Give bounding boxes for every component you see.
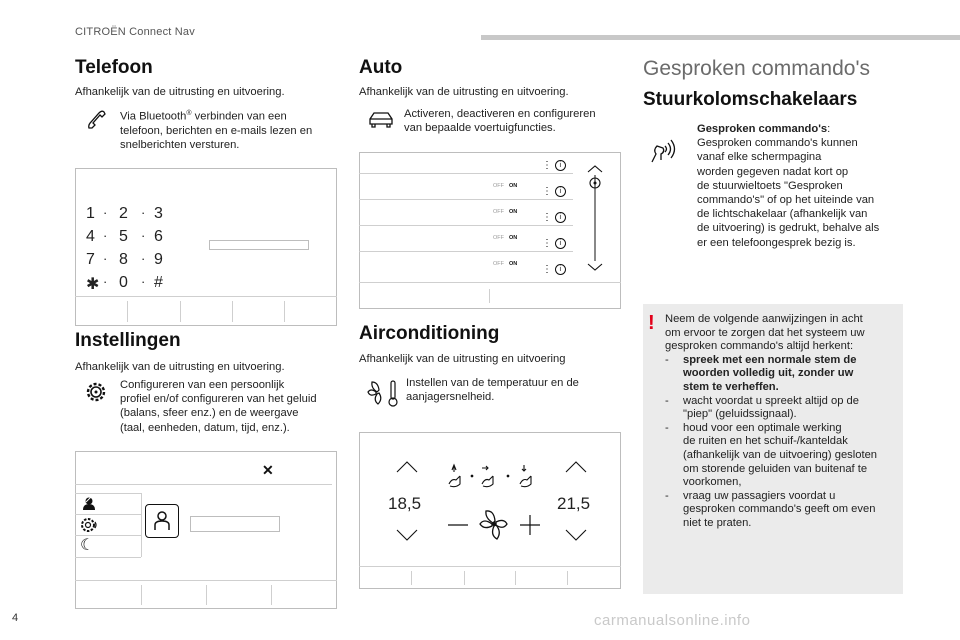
page-number: 4: [12, 612, 19, 624]
subsection-title-stuurkolom: Stuurkolomschakelaars: [643, 89, 858, 110]
note-list-item: - houd voor een optimale werking de ruiten en het schuif-/kanteldak (afhankelijk van de uitvoering) gesloten om storende geluiden van buitenaf te voorkomen,: [665, 421, 878, 489]
car-icon: [367, 110, 395, 130]
note-list-item: - vraag uw passagiers voordat u gesproken commando's geeft om even niet te praten.: [665, 489, 876, 529]
keypad-key: 9: [154, 251, 163, 268]
temperature-right: 21,5: [557, 494, 591, 513]
airco-description: Instellen van de temperatuur en de aanjagersnelheid.: [406, 377, 579, 404]
keypad-key: 8: [119, 251, 128, 268]
telefoon-description: Via Bluetooth® verbinden van een telefoon, berichten en e-mails lezen en snelberichten versturen.: [120, 110, 313, 152]
warning-icon: !: [648, 312, 655, 334]
keypad-key: 6: [154, 228, 163, 245]
info-icon: ⋮ i: [542, 160, 566, 171]
info-icon: ⋮ i: [542, 264, 566, 275]
sound-settings-icon: [79, 516, 99, 534]
gesproken-description: Gesproken commando's: Gesproken commando's kunnen vanaf elke schermpagina worden gegeven nadat kort op de stuurwieltoets "Gesproken commando's" of op het uiteinde van de lichtschakelaar (afhankelijk van de uitvoering) is gedrukt, behalve als er een telefoongesprek bezig is.: [697, 123, 880, 249]
airco-subtitle: Afhankelijk van de uitrusting en uitvoering: [359, 353, 566, 365]
info-icon: ⋮ i: [542, 238, 566, 249]
air-distribution-icons: [446, 462, 542, 490]
toggle-switch: OFF ON: [493, 209, 518, 215]
instellingen-subtitle: Afhankelijk van de uitrusting en uitvoering.: [75, 361, 285, 373]
keypad-separator: ·: [103, 205, 108, 220]
phone-number-field: [209, 240, 309, 250]
keypad-key: 7: [86, 251, 95, 268]
keypad-separator: ·: [103, 274, 108, 289]
phone-divider: [75, 296, 337, 297]
instellingen-description: Configureren van een persoonlijk profiel en/of configureren van het geluid (balans, sfeer enz.) en de weergave (taal, eenheden, datum, tijd, enz.).: [120, 379, 317, 434]
gear-icon: [84, 380, 108, 404]
header-bar: [481, 35, 960, 40]
keypad-separator: ·: [141, 205, 146, 220]
section-title-gesproken: Gesproken commando's: [643, 57, 870, 80]
info-icon: ⋮ i: [542, 212, 566, 223]
telefoon-subtitle: Afhankelijk van de uitrusting en uitvoering.: [75, 86, 285, 98]
profile-button: [145, 504, 179, 538]
keypad-separator: ·: [103, 228, 108, 243]
chevron-up-icon: [564, 460, 588, 474]
section-title-airconditioning: Airconditioning: [359, 323, 500, 344]
keypad-key: 2: [119, 205, 128, 222]
toggle-switch: OFF ON: [493, 183, 518, 189]
temperature-left: 18,5: [388, 494, 422, 513]
profile-icon: [80, 494, 98, 512]
section-title-instellingen: Instellingen: [75, 330, 181, 351]
keypad-key: 3: [154, 205, 163, 222]
chevron-down-icon: [564, 528, 588, 542]
fan-speed-control: [446, 508, 542, 542]
phone-icon: [85, 108, 107, 132]
watermark: carmanualsonline.info: [594, 612, 751, 629]
chevron-down-icon: [395, 528, 419, 542]
note-list-item: - wacht voordat u spreekt altijd op de "piep" (geluidssignaal).: [665, 394, 859, 421]
keypad-key: #: [154, 274, 163, 291]
climate-icon: [366, 378, 400, 408]
note-list-item: - spreek met een normale stem de woorden volledig uit, zonder uw stem te verheffen.: [665, 353, 857, 393]
auto-subtitle: Afhankelijk van de uitrusting en uitvoering.: [359, 86, 569, 98]
auto-description: Activeren, deactiveren en configureren van bepaalde voertuigfuncties.: [404, 108, 596, 135]
keypad-key: 5: [119, 228, 128, 245]
keypad-separator: ·: [141, 228, 146, 243]
running-header: CITROËN Connect Nav: [75, 26, 195, 38]
note-content: Neem de volgende aanwijzingen in acht om ervoor te zorgen dat het systeem uw gesproken commando's altijd herkent: - spreek met een normale stem de woorden volledig uit, zonder uw stem te verheffen. - wacht voordat u spreekt altijd op de "piep" (geluidssignaal). - houd voor een optimale werking de ruiten en het schuif-/kanteldak (afhankelijk van de uitvoering) gesloten om storende geluiden van buitenaf te voorkomen, - vraag uw passagiers voordat u gesproken commando's geeft om even niet te praten.: [665, 313, 900, 531]
section-title-telefoon: Telefoon: [75, 57, 153, 78]
profile-name-field: [190, 516, 280, 532]
toggle-switch: OFF ON: [493, 261, 518, 267]
keypad-key: 0: [119, 274, 128, 291]
chevron-up-icon: [395, 460, 419, 474]
keypad-separator: ·: [141, 274, 146, 289]
keypad-key: 1: [86, 205, 95, 222]
info-icon: ⋮ i: [542, 186, 566, 197]
toggle-switch: OFF ON: [493, 235, 518, 241]
close-icon: ✕: [262, 462, 274, 478]
scrollbar: [585, 163, 605, 273]
keypad-separator: ·: [141, 251, 146, 266]
moon-icon: ☾: [80, 537, 95, 554]
keypad-separator: ·: [103, 251, 108, 266]
keypad-key: ✱: [86, 276, 100, 293]
section-title-auto: Auto: [359, 57, 403, 78]
keypad-key: 4: [86, 228, 95, 245]
vehicle-screen-illustration: [359, 152, 621, 309]
voice-command-icon: [648, 136, 680, 166]
